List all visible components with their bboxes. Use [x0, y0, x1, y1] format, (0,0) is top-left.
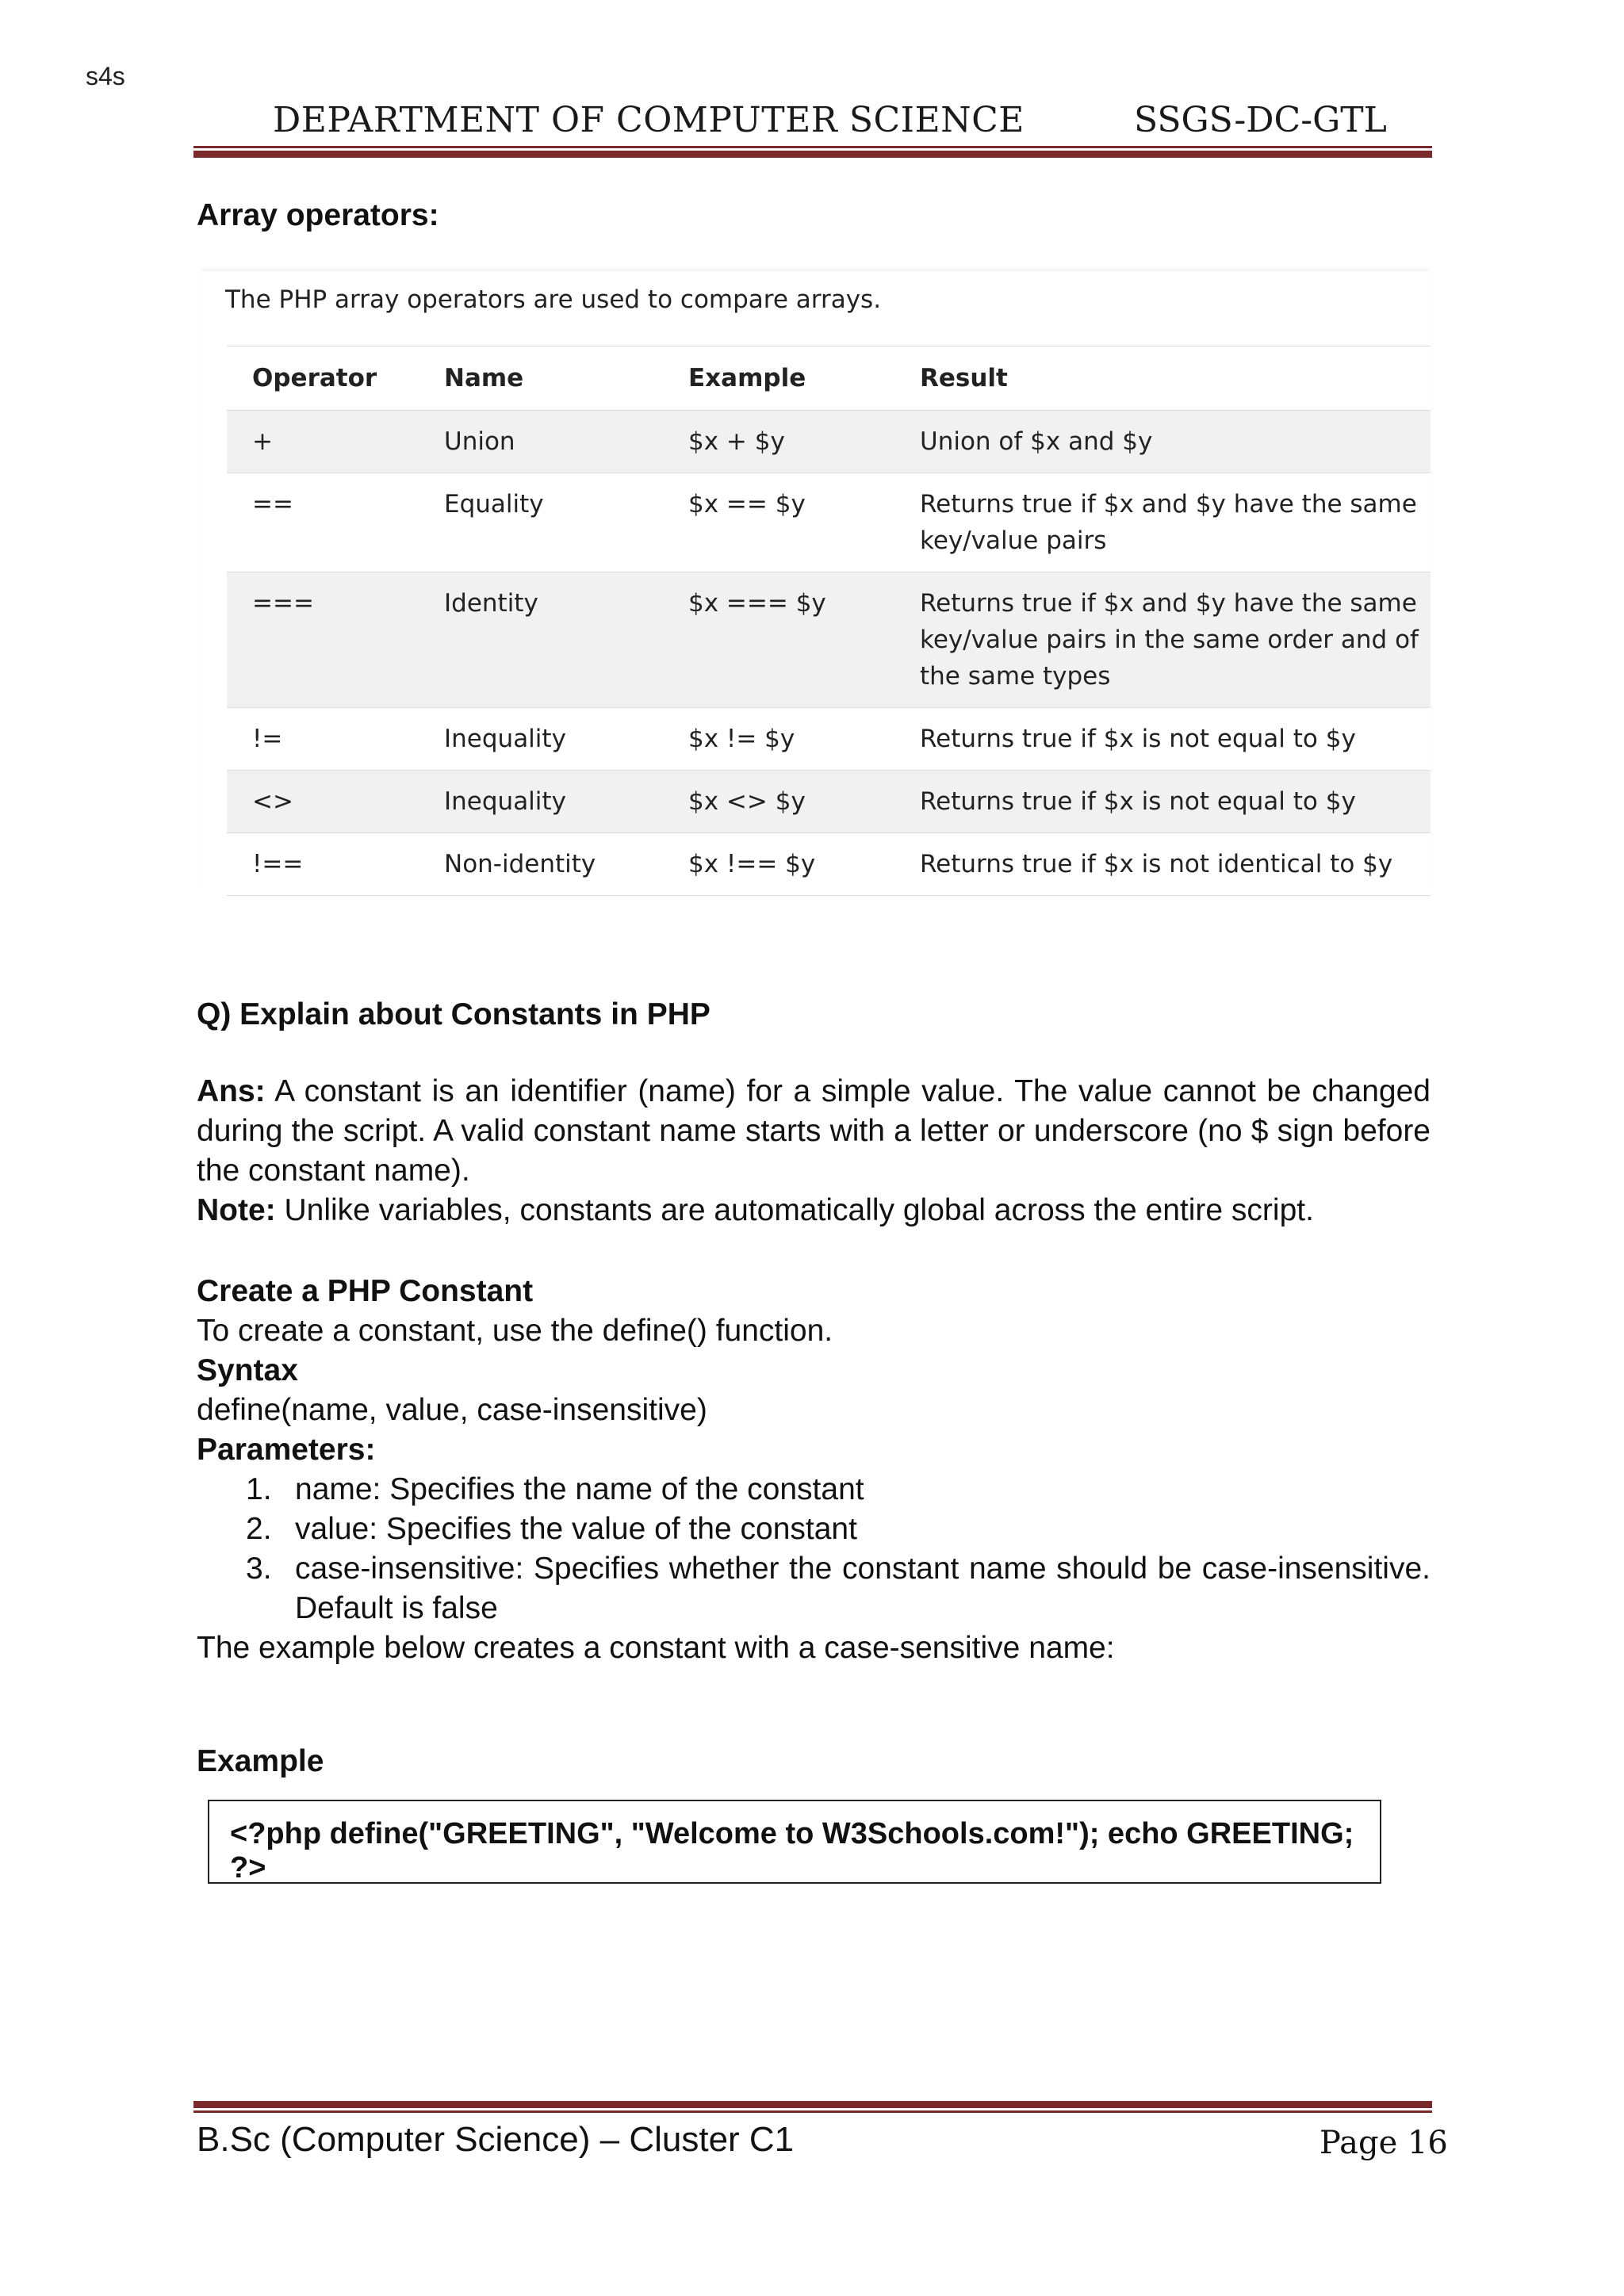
parameter-text: value: Specifies the value of the constant: [295, 1512, 857, 1546]
table-row: [227, 708, 1431, 771]
list-number: 2.: [246, 1512, 272, 1546]
parameters-list: [197, 1470, 1431, 1628]
name-cell: Equality: [419, 473, 663, 572]
operator-cell: ===: [227, 572, 419, 708]
list-item: [197, 1470, 1431, 1510]
ans-label: Ans:: [197, 1074, 266, 1108]
table-row: [227, 771, 1431, 833]
list-number: 3.: [246, 1552, 272, 1586]
name-cell: Identity: [419, 572, 663, 708]
course-name: B.Sc (Computer Science) – Cluster C1: [197, 2120, 795, 2159]
result-cell: Returns true if $x is not equal to $y: [894, 708, 1431, 771]
example-cell: $x <> $y: [663, 771, 894, 833]
note-text: Unlike variables, constants are automatically global across the entire script.: [275, 1193, 1314, 1227]
result-cell: Returns true if $x is not identical to $y: [894, 833, 1431, 896]
list-item: [197, 1549, 1431, 1628]
result-cell: Union of $x and $y: [894, 411, 1431, 473]
operator-cell: +: [227, 411, 419, 473]
table-intro: The PHP array operators are used to compare arrays.: [225, 285, 882, 314]
operator-cell: !==: [227, 833, 419, 896]
parameters-label: Parameters:: [197, 1433, 376, 1467]
example-intro: The example below creates a constant with a case-sensitive name:: [197, 1631, 1115, 1665]
result-cell: Returns true if $x and $y have the same key/value pairs: [894, 473, 1431, 572]
column-header: Result: [894, 346, 1431, 411]
table-row: [227, 833, 1431, 896]
header-rule: [193, 146, 1432, 158]
column-header: Name: [419, 346, 663, 411]
example-cell: $x != $y: [663, 708, 894, 771]
create-constant-block: [197, 1272, 1431, 1668]
constants-question-heading: Q) Explain about Constants in PHP: [197, 997, 710, 1031]
column-header: Example: [663, 346, 894, 411]
table-row: [227, 411, 1431, 473]
note-paragraph: [197, 1191, 1431, 1230]
create-text: To create a constant, use the define() function.: [197, 1314, 833, 1348]
department-title: DEPARTMENT OF COMPUTER SCIENCE: [273, 100, 1025, 140]
operator-cell: ==: [227, 473, 419, 572]
footer-rule: [193, 2101, 1432, 2113]
operator-cell: <>: [227, 771, 419, 833]
array-operators-figure: [200, 271, 1431, 890]
syntax-text: define(name, value, case-insensitive): [197, 1393, 707, 1427]
answer-paragraph: [197, 1072, 1431, 1191]
example-code-box: <?php define("GREETING", "Welcome to W3Schools.com!"); echo GREETING; ?>: [208, 1800, 1381, 1884]
result-cell: Returns true if $x and $y have the same key/value pairs in the same order and of the same types: [894, 572, 1431, 708]
create-heading: Create a PHP Constant: [197, 1274, 534, 1308]
example-cell: $x !== $y: [663, 833, 894, 896]
example-cell: $x == $y: [663, 473, 894, 572]
constants-answer-block: [197, 1072, 1431, 1230]
result-cell: Returns true if $x is not equal to $y: [894, 771, 1431, 833]
list-item: [197, 1510, 1431, 1549]
array-operators-heading: Array operators:: [197, 198, 439, 232]
parameter-text: case-insensitive: Specifies whether the constant name should be case-insensitive. Default is false: [295, 1552, 1431, 1625]
operator-cell: !=: [227, 708, 419, 771]
parameter-text: name: Specifies the name of the constant: [295, 1472, 864, 1506]
page-number: Page 16: [1320, 2125, 1448, 2161]
ans-text: A constant is an identifier (name) for a simple value. The value cannot be changed during the script. A valid constant name starts with a letter or underscore (no $ sign before the constant name).: [197, 1074, 1431, 1188]
example-cell: $x + $y: [663, 411, 894, 473]
example-heading: Example: [197, 1744, 324, 1778]
list-number: 1.: [246, 1472, 272, 1506]
table-row: [227, 572, 1431, 708]
table-row: [227, 473, 1431, 572]
name-cell: Inequality: [419, 771, 663, 833]
name-cell: Non-identity: [419, 833, 663, 896]
name-cell: Inequality: [419, 708, 663, 771]
name-cell: Union: [419, 411, 663, 473]
table-header-row: [227, 346, 1431, 411]
college-code: SSGS-DC-GTL: [1134, 100, 1387, 140]
example-cell: $x === $y: [663, 572, 894, 708]
corner-label: s4s: [86, 62, 125, 90]
note-label: Note:: [197, 1193, 276, 1227]
syntax-label: Syntax: [197, 1353, 298, 1387]
array-operators-table: [227, 346, 1431, 896]
column-header: Operator: [227, 346, 419, 411]
